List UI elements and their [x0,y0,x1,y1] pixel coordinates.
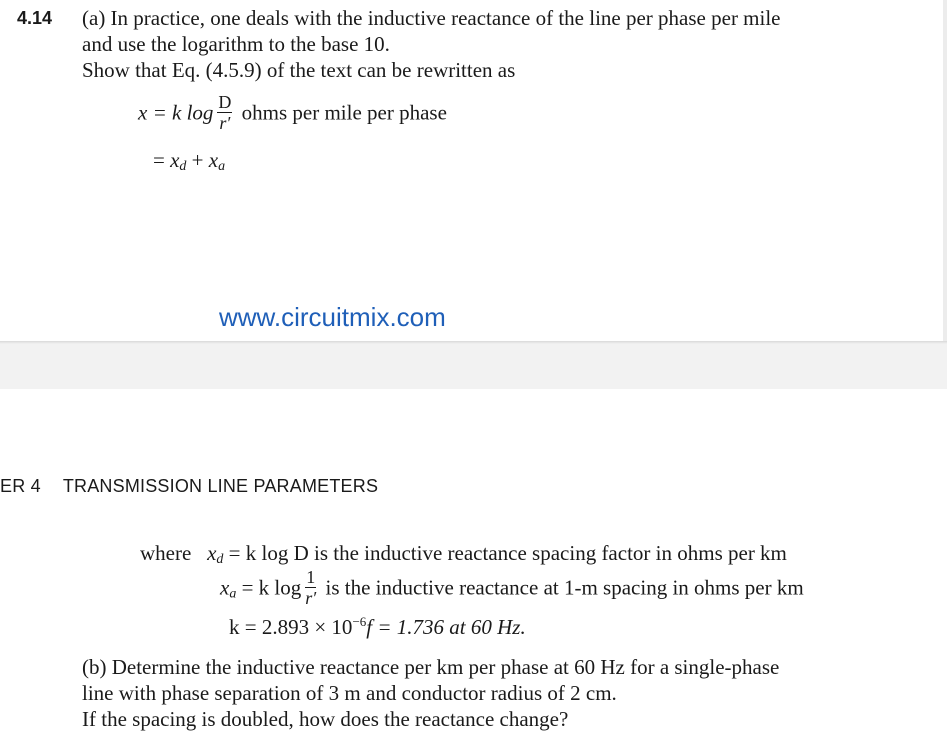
problem-number: 4.14 [17,8,53,28]
part-a-line-3: Show that Eq. (4.5.9) of the text can be rewritten as [82,58,516,82]
running-header-chapter: ER 4 [0,476,41,496]
k-line-a: k = 2.893 × 10 [229,615,353,639]
page-edge [943,0,947,341]
page-gap [0,341,947,389]
eq2-xa-var: x [208,148,219,172]
k-line-b: f = 1.736 at 60 Hz. [366,615,526,639]
xa-frac-num: 1 [306,567,316,587]
eq2-plus: + [186,148,209,172]
where-xd-line [140,541,787,568]
part-b-line-3: If the spacing is doubled, how does the reactance change? [82,707,569,731]
where-xa-rest: is the inductive reactance at 1-m spacing in ohms per km [325,575,804,600]
running-header-title: TRANSMISSION LINE PARAMETERS [62,476,379,496]
k-exponent: −6 [352,614,367,629]
where-word: where [140,541,192,565]
where-xa-sub: a [229,586,237,602]
where-xd-rest: = k log D is the inductive reactance spacing factor in ohms per km [223,541,787,565]
eq2-prefix: = [153,148,171,172]
xa-fraction [305,568,316,607]
equation-sum [153,148,225,175]
eq1-frac-num: D [218,92,232,112]
running-header [0,476,378,497]
eq1-rhs: ohms per mile per phase [241,100,447,125]
part-b-line-1: (b) Determine the inductive reactance per km per phase at 60 Hz for a single-phase [82,655,780,679]
page-gap-shadow [0,341,947,344]
where-xd-var: x [207,541,217,565]
part-a-line-2: and use the logarithm to the base 10. [82,32,390,56]
eq1-fraction [217,93,232,132]
xa-frac-den: r′ [305,588,317,608]
part-b-line-2: line with phase separation of 3 m and conductor radius of 2 cm. [82,681,617,705]
k-constant-line [229,614,526,640]
where-xa-eq: = k log [236,575,302,600]
where-xa-line [220,567,804,609]
eq2-xa-sub: a [218,159,226,174]
eq1-lhs: x = k log [138,100,214,125]
eq2-xd-sub: d [179,159,187,174]
eq2-xd-var: x [170,148,180,172]
part-a-line-1: (a) In practice, one deals with the inductive reactance of the line per phase per mile [82,6,781,30]
where-xd-sub: d [216,552,224,567]
where-xa-var: x [220,575,230,600]
watermark-link[interactable]: www.circuitmix.com [219,302,446,332]
eq1-frac-den: r′ [219,113,231,133]
equation-reactance [138,92,447,134]
